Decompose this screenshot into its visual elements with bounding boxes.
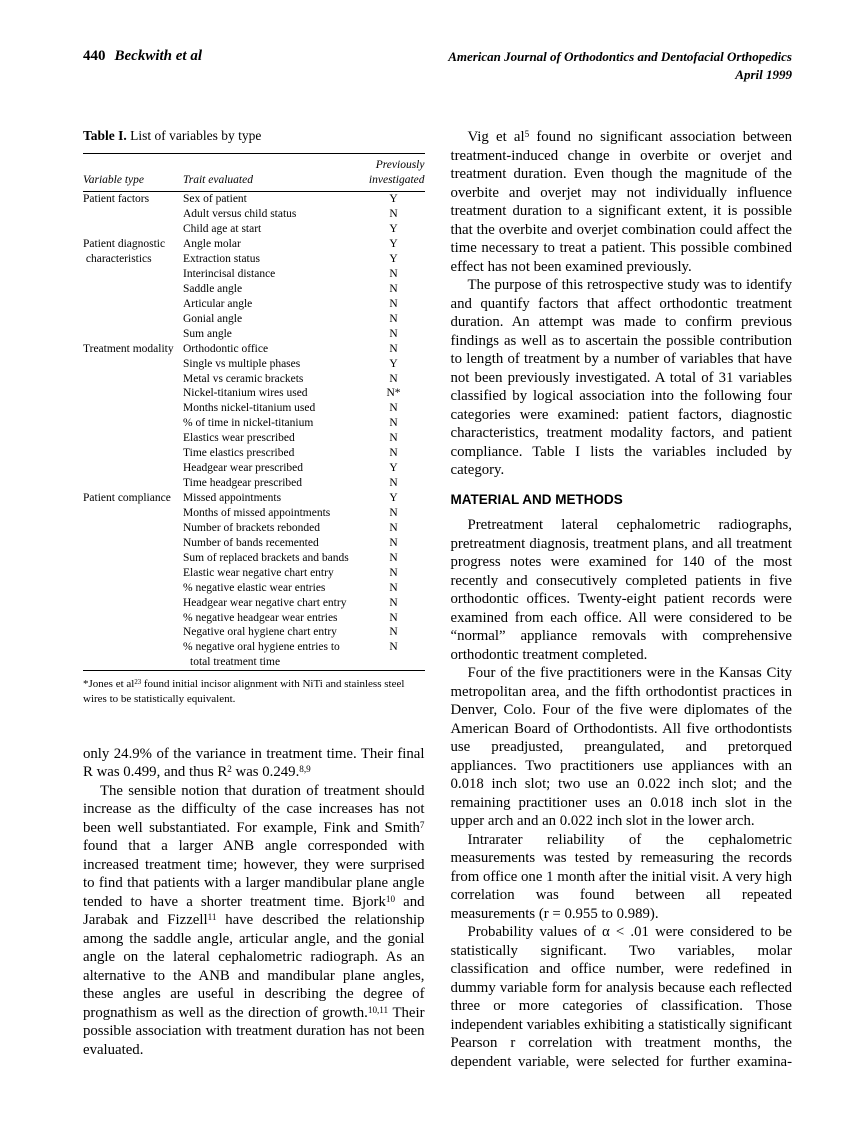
cell-trait: Time elastics prescribed (183, 447, 295, 460)
reference-superscript: 10,11 (367, 1004, 389, 1015)
cell-trait: % of time in nickel-titanium (183, 417, 314, 430)
cell-type (83, 596, 183, 611)
running-head (83, 48, 792, 84)
cell-trait: Elastic wear negative chart entry (183, 566, 334, 579)
cell-prev: N* (386, 387, 401, 400)
cell-type: Patient factors (83, 193, 150, 206)
cell-trait: % negative elastic wear entries (183, 581, 326, 594)
cell-trait: Number of brackets rebonded (183, 521, 320, 534)
text-run: Intrarater reliability of the cephalometric measurements was tested by remeasuring the records from office one 1 month after the initial visit. A very high correlation was found between all repeated measurements (r = 0.955 to 0.989). (450, 831, 792, 922)
cell-type (83, 267, 183, 282)
text-run: and Jarabak and Fizzell (83, 893, 425, 929)
cell-prev: N (389, 342, 398, 355)
cell-type: Patient compliance (83, 492, 171, 504)
variables-table (83, 153, 425, 671)
cell-trait: Months nickel-titanium used (183, 402, 316, 415)
table-caption-label: Table I. (83, 128, 127, 144)
text-run: Pretreatment lateral cephalometric radiographs, pretreatment diagnosis, treatment plans, and all treatment progress notes were examined for 140 of the most recently and consecutively completed patients in five orthodontic offices. Twenty-eight patient records were examined from each office. All were considered to be “normal” appliance removals with comprehensive orthodontic treatment completed. (450, 517, 792, 663)
reference-superscript: 8,9 (299, 764, 311, 775)
cell-prev: N (389, 477, 398, 490)
cell-prev: N (389, 417, 398, 430)
variables-table-head (83, 154, 425, 192)
cell-prev: N (389, 536, 398, 549)
page-number: 440 (83, 48, 106, 64)
cell-trait: Articular angle (183, 297, 253, 310)
cell-trait: Child age at start (183, 223, 262, 236)
cell-prev: Y (389, 223, 398, 236)
cell-type (83, 222, 183, 237)
cell-type (83, 476, 183, 491)
cell-trait: Headgear wear prescribed (183, 462, 304, 475)
table-row (83, 581, 425, 596)
table-row (83, 386, 425, 401)
two-column-layout (83, 128, 792, 1071)
cell-trait: % negative headgear wear entries (183, 611, 338, 624)
authors-running-head: Beckwith et al (114, 48, 202, 64)
cell-type (83, 401, 183, 416)
paragraph (451, 276, 793, 480)
cell-type (83, 611, 183, 626)
cell-prev: N (389, 447, 398, 460)
cell-trait: Interincisal distance (183, 267, 276, 280)
right-column (451, 128, 793, 1071)
cell-prev: N (389, 551, 398, 564)
table-row (83, 342, 425, 357)
reference-superscript: 5 (524, 129, 530, 140)
left-column-text (83, 745, 425, 1060)
table-block (83, 128, 425, 707)
cell-trait: Number of bands recemented (183, 536, 319, 549)
paragraph (451, 128, 793, 276)
reference-superscript: 23 (134, 679, 142, 687)
cell-prev: N (389, 327, 398, 340)
text-run: found that a larger ANB angle corresponded with increased treatment time; however, they were surprised to find that patients with a larger mandibular plane angle tended to have a shorter treatment time. Bjork (83, 838, 425, 910)
cell-trait: Missed appointments (183, 492, 282, 504)
cell-trait: Adult versus child status (183, 208, 297, 221)
text-run: found initial incisor alignment with NiTi and stainless steel wires to be statistically equivalent. (83, 678, 405, 706)
paragraph (451, 664, 793, 831)
cell-trait: Single vs multiple phases (183, 357, 301, 370)
cell-type (83, 521, 183, 536)
cell-trait: Sum of replaced brackets and bands (183, 551, 349, 564)
table-row (83, 625, 425, 640)
cell-type (83, 297, 183, 312)
cell-prev: N (389, 372, 398, 385)
table-row (83, 207, 425, 222)
cell-prev: Y (389, 193, 398, 206)
cell-type (83, 461, 183, 476)
paragraph (451, 516, 793, 664)
reference-superscript: 7 (419, 819, 425, 830)
cell-type: Patient diagnostic (83, 238, 166, 251)
table-row (83, 611, 425, 626)
cell-type (83, 327, 183, 342)
cell-prev: N (389, 596, 398, 609)
text-run: Their possible association with treatment duration has not been evaluated. (83, 1004, 425, 1058)
table-row (83, 357, 425, 372)
cell-prev: N (389, 506, 398, 519)
table-row (83, 476, 425, 491)
table-row (83, 431, 425, 446)
cell-prev: N (389, 626, 398, 639)
cell-type (83, 581, 183, 596)
paragraph (451, 923, 793, 1071)
cell-trait: Sex of patient (183, 193, 247, 206)
cell-type (83, 282, 183, 297)
table-caption-title: List of variables by type (130, 128, 262, 144)
cell-prev: Y (389, 462, 398, 475)
cell-type (83, 625, 183, 640)
text-run: Four of the five practitioners were in the Kansas City metropolitan area, and the fifth orthodontist practices in Denver, Colo. Four of the five were diplomates of the American Board of Orthodontists. All five orthodontists use preadjusted, preangulated, and pretorqued appliances. Two practitioners use appliances with an 0.018 inch slot; two use an 0.022 inch slot; and the remaining practitioner uses an 0.018 inch slot in the upper arch and an 0.022 inch slot in the lower arch. (450, 665, 792, 830)
cell-prev: N (389, 208, 398, 221)
cell-trait: Angle molar (183, 238, 241, 251)
cell-trait: % negative oral hygiene entries to total treatment time (183, 641, 340, 669)
cell-type (83, 207, 183, 222)
cell-type (83, 357, 183, 372)
text-run: The sensible notion that duration of treatment should increase as the difficulty of the case increases has not been well substantiated. For example, Fink and Smith (83, 782, 425, 836)
reference-superscript: 2 (227, 764, 232, 775)
table-header-row (83, 154, 425, 192)
table-row (83, 461, 425, 476)
cell-type (83, 551, 183, 566)
table-row (83, 267, 425, 282)
table-row (83, 237, 425, 252)
cell-prev: N (389, 312, 398, 325)
cell-trait: Months of missed appointments (183, 506, 331, 519)
paragraph (451, 831, 793, 924)
table-row (83, 446, 425, 461)
running-head-left (83, 48, 202, 65)
table-row (83, 252, 425, 267)
cell-trait: Time headgear prescribed (183, 477, 303, 490)
cell-trait: Extraction status (183, 253, 260, 265)
cell-prev: Y (389, 357, 398, 370)
table-row (83, 640, 425, 670)
cell-type (83, 372, 183, 387)
cell-prev: N (389, 521, 398, 534)
cell-type: Treatment modality (83, 342, 174, 355)
cell-prev: N (389, 566, 398, 579)
text-run: Vig et al (467, 129, 525, 146)
text-run: was 0.249. (231, 764, 300, 781)
cell-type (83, 386, 183, 401)
table-row (83, 566, 425, 581)
paragraph (83, 782, 425, 1060)
cell-type (83, 566, 183, 581)
cell-type (83, 446, 183, 461)
cell-prev: N (389, 641, 398, 654)
issue-date: April 1999 (735, 67, 792, 83)
table-row (83, 491, 425, 506)
cell-prev: N (389, 282, 398, 295)
text-run: Probability values of α < .01 were considered to be statistically significant. Two variables, molar classification and office number, were redefined in dummy variable form for analysis because each reflected three or more categories of classification. Those independent variables exhibiting a statistically significant Pearson r correlation with treatment months, the dependent variable, were selected for further examina- (450, 924, 792, 1070)
cell-type (83, 536, 183, 551)
table-row (83, 222, 425, 237)
cell-prev: Y (389, 492, 398, 504)
journal-name: American Journal of Orthodontics and Dentofacial Orthopedics (448, 49, 792, 64)
text-run: The purpose of this retrospective study was to identify and quantify factors that affect orthodontic treatment duration. An attempt was made to confirm previous findings as well as to ascertain the possible contribution to length of treatment by a number of variables that have not been previously investigated. A total of 31 variables classified by logical association into the following four categories were examined: patient factors, diagnostic characteristics, treatment modality factors, and patient compliance. Table I lists the variables included by category. (450, 277, 792, 479)
table-row (83, 192, 425, 207)
cell-type (83, 431, 183, 446)
cell-trait: Sum angle (183, 327, 232, 340)
cell-trait: Orthodontic office (183, 342, 269, 355)
cell-prev: N (389, 402, 398, 415)
table-row (83, 282, 425, 297)
cell-trait: Nickel-titanium wires used (183, 387, 308, 400)
left-column (83, 128, 425, 1071)
cell-type (83, 506, 183, 521)
cell-type: characteristics (83, 253, 152, 265)
cell-type (83, 312, 183, 327)
table-row (83, 536, 425, 551)
cell-type (83, 640, 183, 670)
reference-superscript: 10 (385, 893, 396, 904)
cell-prev: Y (389, 253, 398, 265)
cell-trait: Negative oral hygiene chart entry (183, 626, 337, 639)
cell-trait: Saddle angle (183, 282, 243, 295)
column-header-previously-investigated: Previously investigated (363, 154, 425, 192)
table-row (83, 312, 425, 327)
table-row (83, 372, 425, 387)
table-caption (83, 128, 425, 144)
cell-trait: Headgear wear negative chart entry (183, 596, 347, 609)
column-header-trait-evaluated: Trait evaluated (183, 154, 363, 192)
text-run: have described the relationship among the saddle angle, articular angle, and the gonial angle on the lateral cephalometric radiograph. As an alternative to the ANB and mandibular plane angles, these angles are useful in describing the degree of prognathism as well as the direction of growth. (83, 912, 425, 1021)
table-row (83, 596, 425, 611)
column-header-variable-type: Variable type (83, 154, 183, 192)
variables-table-body (83, 192, 425, 671)
table-footnote (83, 677, 425, 707)
cell-type (83, 416, 183, 431)
paragraph (83, 745, 425, 782)
cell-prev: Y (389, 238, 398, 251)
table-row (83, 506, 425, 521)
reference-superscript: 11 (207, 912, 217, 923)
table-row (83, 401, 425, 416)
text-run: found no significant association between treatment-induced change in overbite or overjet and treatment duration. Even though the magnitude of the overbite and overjet may not individually influence treatment duration to a significant extent, it is possible that the overbite and overjet combination could affect the time necessary to treat a patient. This possible combined effect has not been examined previously. (450, 129, 792, 275)
cell-prev: N (389, 297, 398, 310)
text-run: *Jones et al (83, 678, 135, 691)
table-row (83, 327, 425, 342)
cell-trait: Gonial angle (183, 312, 243, 325)
text-run: only 24.9% of the variance in treatment time. Their final R was 0.499, and thus R (83, 745, 425, 781)
table-row (83, 521, 425, 536)
cell-prev: N (389, 432, 398, 445)
cell-prev: N (389, 611, 398, 624)
running-head-right (448, 48, 792, 84)
section-heading: MATERIAL AND METHODS (450, 491, 623, 507)
cell-prev: N (389, 267, 398, 280)
cell-prev: N (389, 581, 398, 594)
table-row (83, 416, 425, 431)
table-row (83, 297, 425, 312)
cell-trait: Elastics wear prescribed (183, 432, 295, 445)
table-row (83, 551, 425, 566)
cell-trait: Metal vs ceramic brackets (183, 372, 304, 385)
